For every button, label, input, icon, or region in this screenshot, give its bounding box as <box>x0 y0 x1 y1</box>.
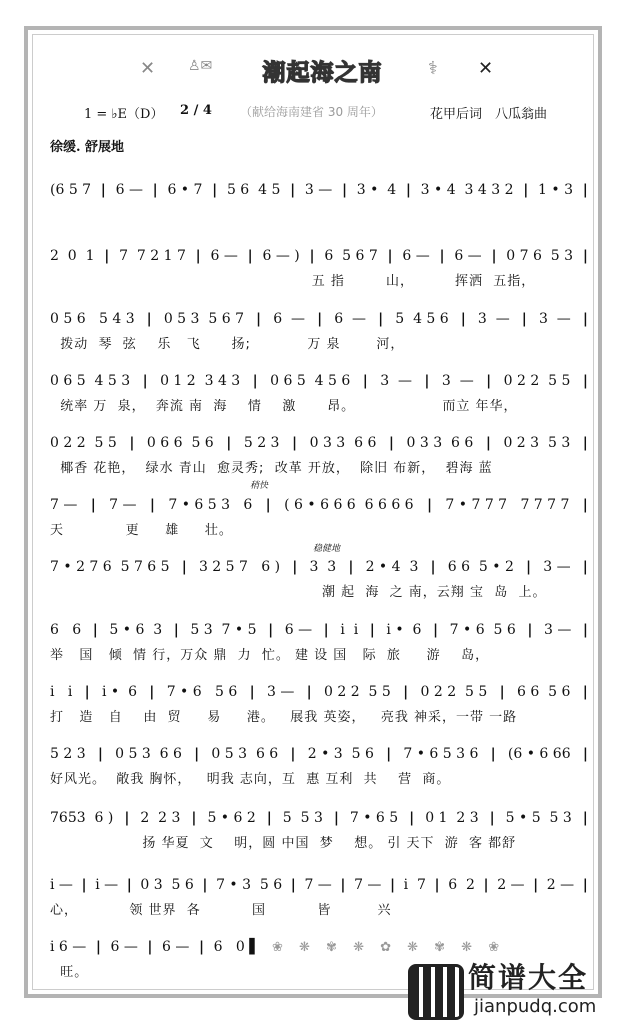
measure: 0 3 3 6 6 <box>309 435 377 451</box>
song-title: 潮起海之南 <box>262 60 383 86</box>
barline: | <box>191 810 197 826</box>
email-icon: ♙✉ <box>188 58 213 74</box>
ornament-icon: ✕ <box>140 58 156 79</box>
measure: 3 • 4 <box>356 182 397 198</box>
barline: | <box>582 248 588 264</box>
measure: 6 — <box>334 311 367 327</box>
measure: 3 — <box>380 373 412 389</box>
lyrics: 好风光。 敞我 胸怀， 明我 志向，互 惠 互利 共 营 商。 <box>50 772 451 787</box>
lyrics: 旺。 <box>50 965 89 980</box>
measure: 3 — <box>441 373 474 389</box>
key-signature: 1 = ♭E（D） <box>84 107 164 122</box>
measure: 7 — <box>50 497 78 513</box>
measure: 7 • 6 5 6 <box>166 684 238 700</box>
barline: | <box>499 684 505 700</box>
barline: | <box>582 746 588 762</box>
barline: | <box>202 877 208 893</box>
ornament-icon: ✕ <box>478 58 494 79</box>
barline: | <box>490 746 496 762</box>
measure: 6 — <box>110 939 138 955</box>
barline: | <box>198 939 205 955</box>
measure: 7 7 2 1 7 <box>119 248 186 264</box>
notation <box>50 559 588 575</box>
time-signature: 2 / 4 <box>180 103 212 118</box>
tempo-marking: 徐缓. 舒展地 <box>50 140 125 155</box>
measure: (6 • 6 66 <box>507 746 571 762</box>
measure: 2 — <box>497 877 525 893</box>
watermark-cn: 简谱大全 <box>468 961 589 994</box>
piano-keys-icon <box>408 964 464 1020</box>
barline: | <box>268 622 274 638</box>
barline: | <box>173 622 179 638</box>
measure: 5 • 6 2 <box>207 810 256 826</box>
score-line <box>50 248 588 289</box>
measure: 7 — <box>109 497 137 513</box>
score-line <box>50 810 588 851</box>
measure: 6 — <box>402 248 430 264</box>
measure: 5 5 3 <box>282 810 323 826</box>
measure: 0 5 3 6 6 <box>211 746 279 762</box>
measure: i i <box>50 684 73 700</box>
barline: | <box>409 810 415 826</box>
barline: | <box>149 684 155 700</box>
barline: | <box>212 182 218 198</box>
barline: | <box>582 877 588 893</box>
barline: | <box>430 559 436 575</box>
barline: | <box>369 622 375 638</box>
measure: 6 — ) <box>262 248 300 264</box>
barline: | <box>405 182 411 198</box>
measure: 2 2 3 <box>140 810 181 826</box>
lyrics: 潮 起 海 之 南，云翔 宝 岛 上。 <box>50 585 547 600</box>
barline: | <box>582 435 588 451</box>
measure: 3 — <box>543 559 571 575</box>
measure: 2 • 3 5 6 <box>307 746 374 762</box>
barline: | <box>92 622 98 638</box>
measure: 0 2 2 5 5 <box>324 684 391 700</box>
measure: ( 6 • 6 6 6 6 6 6 6 <box>284 497 414 513</box>
barline: | <box>491 248 497 264</box>
measure: 0 3 5 6 <box>140 877 194 893</box>
barline: | <box>526 559 532 575</box>
measure: 5 • 6 3 <box>109 622 163 638</box>
barline: | <box>432 622 439 638</box>
measure: 3 — <box>477 311 510 327</box>
score-line <box>50 559 588 600</box>
score-line <box>50 877 588 918</box>
measure: 6 — <box>115 182 143 198</box>
notation <box>50 877 588 893</box>
measure: 6 — <box>273 311 306 327</box>
measure: 0 2 2 5 5 <box>50 435 117 451</box>
notation <box>50 622 588 638</box>
measure: 6 — <box>210 248 238 264</box>
measure: 0 5 6 5 4 3 <box>50 311 135 327</box>
barline: | <box>582 373 588 389</box>
measure: 6 — <box>454 248 482 264</box>
watermark-logo <box>408 962 630 1022</box>
measure: 7 • 2 7 6 5 7 6 5 <box>50 559 170 575</box>
measure: 6 5 6 7 <box>324 248 378 264</box>
barline: | <box>523 182 529 198</box>
barline: | <box>340 877 346 893</box>
barline: | <box>290 877 296 893</box>
barline: | <box>386 746 392 762</box>
measure: 0 2 2 5 5 <box>503 373 571 389</box>
barline: | <box>388 435 394 451</box>
measure: i • 6 <box>386 622 422 638</box>
barline: | <box>226 435 232 451</box>
score-line <box>50 622 588 663</box>
measure: 2 — <box>546 877 575 893</box>
barline: | <box>434 877 440 893</box>
measure: 0 2 3 5 3 <box>503 435 571 451</box>
barline: | <box>292 559 298 575</box>
barline: | <box>424 373 430 389</box>
barline: | <box>483 877 489 893</box>
measure: 0 6 6 5 6 <box>146 435 214 451</box>
notation <box>50 248 588 264</box>
barline: | <box>439 248 445 264</box>
measure: 0 6 5 4 5 3 <box>50 373 131 389</box>
measure: 7 • 6 5 6 <box>449 622 516 638</box>
measure: 6 0 ▌ <box>213 939 260 955</box>
score-line <box>50 435 588 476</box>
barline: | <box>486 373 492 389</box>
barline: | <box>582 311 588 327</box>
watermark-en: jianpudq.com <box>474 996 597 1017</box>
measure: 7 — <box>304 877 332 893</box>
notation <box>50 435 588 451</box>
measure: 5 3 7 • 5 <box>190 622 257 638</box>
measure: 0 1 2 3 <box>425 810 479 826</box>
barline: | <box>362 373 368 389</box>
barline: | <box>341 182 348 198</box>
barline: | <box>252 373 258 389</box>
measure: 3 2 5 7 6 ) <box>198 559 281 575</box>
barline: | <box>249 684 255 700</box>
barline: | <box>521 311 527 327</box>
barline: | <box>582 684 588 700</box>
measure: 6 6 <box>50 622 82 638</box>
measure: 6 — <box>162 939 190 955</box>
lyrics: 拨动 琴 弦 乐 飞 扬; 万 泉 河， <box>50 337 405 352</box>
barline: | <box>90 497 96 513</box>
notation <box>50 182 588 198</box>
barline: | <box>582 622 588 638</box>
measure: i i <box>340 622 359 638</box>
measure: i • 6 <box>102 684 137 700</box>
ornament-icon: ⚕ <box>428 58 438 79</box>
score-line <box>50 311 588 352</box>
barline: | <box>152 182 158 198</box>
barline: | <box>387 248 393 264</box>
measure: 0 5 3 5 6 7 <box>163 311 244 327</box>
barline: | <box>460 311 466 327</box>
lyrics: 心， 领 世界 各 国 皆 兴 <box>50 903 392 918</box>
notation <box>50 373 588 389</box>
measure: 6 2 <box>448 877 475 893</box>
score-line <box>50 746 588 787</box>
measure: (6 5 7 <box>50 182 92 198</box>
lyrics: 五 指 山， 挥洒 五指， <box>50 274 536 289</box>
measure: 0 2 2 5 5 <box>420 684 488 700</box>
barline: | <box>256 311 262 327</box>
barline: | <box>290 182 296 198</box>
measure: 0 1 2 3 4 3 <box>160 373 241 389</box>
notation <box>50 684 588 700</box>
barline: | <box>291 435 298 451</box>
barline: | <box>290 746 296 762</box>
barline: | <box>489 810 495 826</box>
measure: 1 • 3 <box>538 182 574 198</box>
score-line <box>50 497 588 538</box>
lyrics: 天 更 雄 壮。 <box>50 523 233 538</box>
barline: | <box>266 810 272 826</box>
measure: 6 6 5 6 <box>516 684 571 700</box>
barline: | <box>149 497 155 513</box>
notation <box>50 746 588 762</box>
measure: 7 • 6 5 3 6 <box>168 497 253 513</box>
barline: | <box>81 877 87 893</box>
measure: i — <box>95 877 119 893</box>
lyrics: 统率 万 泉， 奔流 南 海 情 激 昂。 而立 年华， <box>50 399 518 414</box>
notation <box>50 497 588 513</box>
barline: | <box>582 497 588 513</box>
measure: 3 — <box>538 311 571 327</box>
measure: 2 0 1 <box>50 248 95 264</box>
barline: | <box>97 746 103 762</box>
barline: | <box>126 877 132 893</box>
decorative-flowers: ❀ ❋ ✾ ❋ ✿ ❋ ✾ ❋ ❀ <box>272 940 506 955</box>
barline: | <box>95 939 101 955</box>
lyrics: 举 国 倾 情 行，万众 鼎 力 忙。 建 设 国 际 旅 游 岛， <box>50 648 490 663</box>
measure: 7 • 3 5 6 <box>216 877 283 893</box>
measure: 5 4 5 6 <box>395 311 449 327</box>
barline: | <box>485 435 491 451</box>
measure: i 7 <box>403 877 426 893</box>
measure: 2 • 4 3 <box>365 559 419 575</box>
barline: | <box>181 559 187 575</box>
barline: | <box>378 311 384 327</box>
measure: 3 • 4 3 4 3 2 <box>420 182 514 198</box>
measure: 0 5 3 6 6 <box>115 746 182 762</box>
barline: | <box>323 622 329 638</box>
measure: 3 — <box>266 684 295 700</box>
barline: | <box>348 559 354 575</box>
barline: | <box>309 248 315 264</box>
barline: | <box>390 877 396 893</box>
measure: i — <box>50 877 73 893</box>
measure: i 6 — <box>50 939 87 955</box>
measure: 0 3 3 6 6 <box>406 435 474 451</box>
barline: | <box>317 311 323 327</box>
measure: 5 6 4 5 <box>226 182 281 198</box>
measure: 3 — <box>543 622 572 638</box>
measure: 7653 6 ) <box>50 810 114 826</box>
score-line <box>50 182 588 198</box>
barline: | <box>533 877 539 893</box>
notation <box>50 311 588 327</box>
barline: | <box>582 559 588 575</box>
measure: 5 • 5 5 3 <box>505 810 572 826</box>
measure: 7 • 7 7 7 7 7 7 7 <box>445 497 570 513</box>
barline: | <box>146 311 152 327</box>
barline: | <box>333 810 339 826</box>
barline: | <box>142 373 148 389</box>
barline: | <box>306 684 312 700</box>
barline: | <box>84 684 90 700</box>
barline: | <box>426 497 433 513</box>
measure: 3 3 <box>309 559 337 575</box>
score-line <box>50 939 260 980</box>
measure: 6 6 5 • 2 <box>447 559 514 575</box>
credits: 花甲后词 八瓜翁曲 <box>430 107 548 122</box>
barline: | <box>247 248 253 264</box>
measure: 7 • 6 5 <box>349 810 399 826</box>
measure: 7 — <box>354 877 382 893</box>
barline: | <box>582 810 588 826</box>
tempo-mark-faster: 稍快 <box>250 481 269 491</box>
barline: | <box>403 684 409 700</box>
score-line <box>50 373 588 414</box>
measure: 6 • 7 <box>167 182 203 198</box>
score-line <box>50 684 588 725</box>
lyrics: 椰香 花艳， 绿水 青山 愈灵秀; 改革 开放， 除旧 布新， 碧海 蓝 <box>50 461 493 476</box>
lyrics: 打 造 自 由 贸 易 港。 展我 英姿， 亮我 神采，一带 一路 <box>50 710 518 725</box>
barline: | <box>195 248 201 264</box>
barline: | <box>147 939 153 955</box>
measure: 3 — <box>304 182 333 198</box>
measure: 5 2 3 <box>50 746 86 762</box>
measure: 0 6 5 4 5 6 <box>270 373 351 389</box>
dedication: （献给海南建省 30 周年） <box>240 105 383 119</box>
measure: 6 — <box>284 622 313 638</box>
barline: | <box>100 182 106 198</box>
barline: | <box>194 746 200 762</box>
barline: | <box>124 810 130 826</box>
measure: 0 7 6 5 3 <box>506 248 574 264</box>
barline: | <box>527 622 533 638</box>
lyrics: 扬 华夏 文 明，圆 中国 梦 想。 引 天下 游 客 都舒 <box>50 836 517 851</box>
barline: | <box>104 248 110 264</box>
notation <box>50 939 260 955</box>
barline: | <box>129 435 135 451</box>
barline: | <box>582 182 588 198</box>
notation <box>50 810 588 826</box>
measure: 7 • 6 5 3 6 <box>403 746 479 762</box>
tempo-mark-steady: 稳健地 <box>313 544 341 554</box>
measure: 5 2 3 <box>243 435 280 451</box>
barline: | <box>265 497 271 513</box>
